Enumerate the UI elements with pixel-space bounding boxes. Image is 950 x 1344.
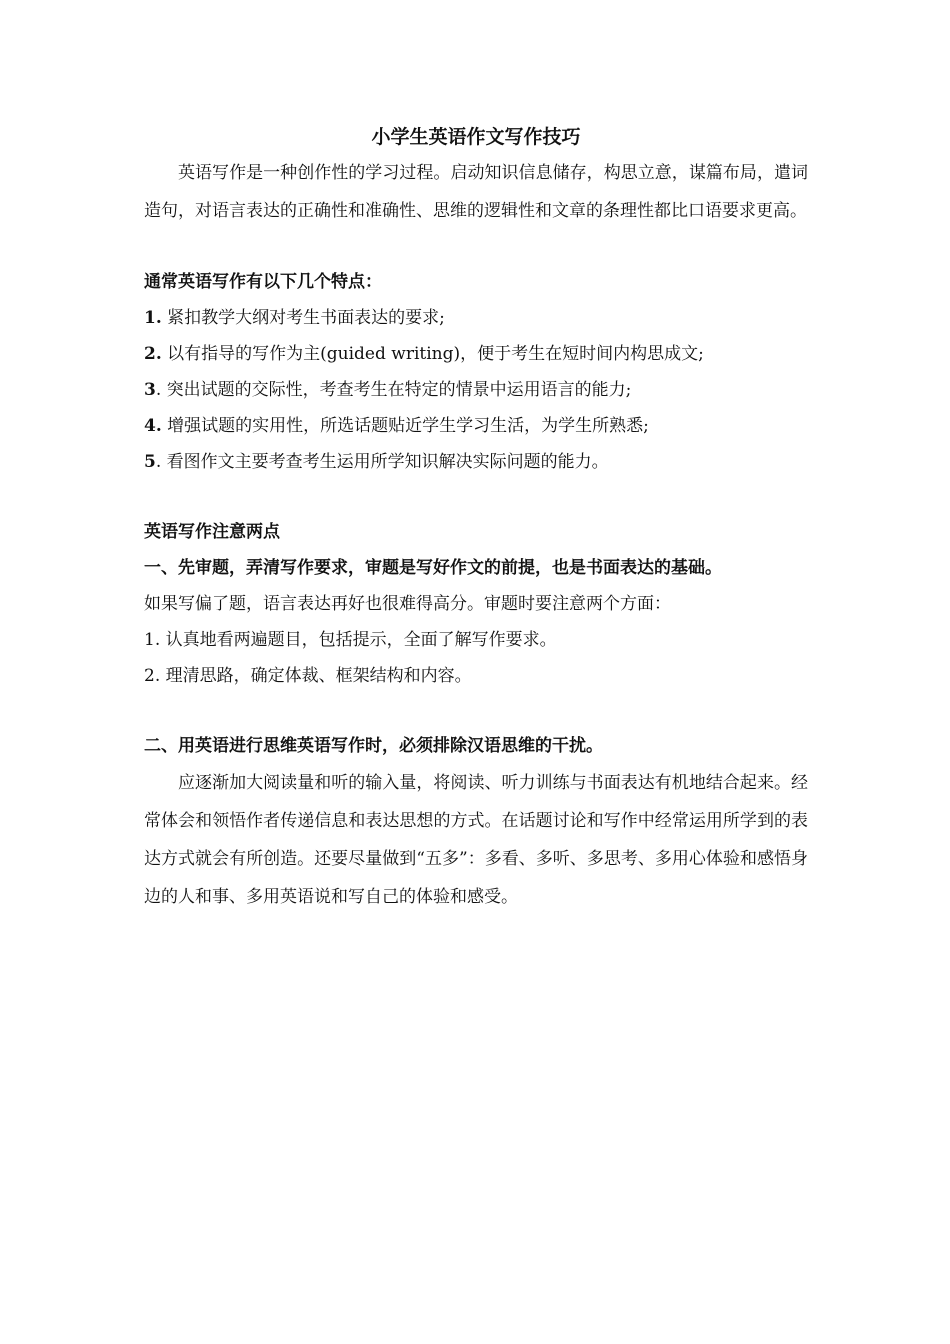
feature-text: 紧扣教学大纲对考生书面表达的要求;: [161, 308, 445, 328]
document-title: 小学生英语作文写作技巧: [371, 126, 581, 148]
document-page: [144, 120, 808, 916]
feature-number: 3: [144, 380, 156, 400]
feature-number: 5: [144, 452, 156, 472]
point-1-heading: 一、先审题，弄清写作要求，审题是写好作文的前提，也是书面表达的基础。: [144, 558, 722, 578]
feature-text: 以有指导的写作为主(guided writing)，便于考生在短时间内构思成文;: [161, 344, 704, 364]
feature-item-2: [144, 336, 808, 372]
point-1-item-2: 2. 理清思路，确定体裁、框架结构和内容。: [144, 666, 472, 686]
features-heading: 通常英语写作有以下几个特点：: [144, 272, 382, 292]
feature-item-5: [144, 444, 808, 480]
point-1-item-1: 1. 认真地看两遍题目，包括提示，全面了解写作要求。: [144, 630, 557, 650]
feature-text: . 看图作文主要考查考生运用所学知识解决实际问题的能力。: [155, 452, 609, 472]
intro-paragraph: 英语写作是一种创作性的学习过程。启动知识信息储存，构思立意，谋篇布局，遣词造句，对语言表达的正确性和准确性、思维的逻辑性和文章的条理性都比口语要求更高。: [144, 163, 808, 221]
spacer: [144, 230, 808, 264]
spacer: [144, 694, 808, 728]
spacer: [144, 480, 808, 514]
feature-text: 增强试题的实用性，所选话题贴近学生学习生活，为学生所熟悉;: [161, 416, 649, 436]
feature-number: 2.: [144, 344, 162, 364]
feature-text: . 突出试题的交际性，考查考生在特定的情景中运用语言的能力;: [155, 380, 632, 400]
notes-heading: 英语写作注意两点: [144, 522, 280, 542]
feature-number: 4.: [144, 416, 162, 436]
feature-item-4: [144, 408, 808, 444]
point-1-text: 如果写偏了题，语言表达再好也很难得高分。审题时要注意两个方面：: [144, 594, 671, 614]
feature-number: 1.: [144, 308, 162, 328]
feature-item-3: [144, 372, 808, 408]
feature-item-1: [144, 300, 808, 336]
point-2-text: 应逐渐加大阅读量和听的输入量，将阅读、听力训练与书面表达有机地结合起来。经常体会和领悟作者传递信息和表达思想的方式。在话题讨论和写作中经常运用所学到的表达方式就会有所创造。还要尽量做到“五多”：多看、多听、多思考、多用心体验和感悟身边的人和事、多用英语说和写自己的体验和感受。: [144, 773, 808, 907]
point-2-heading: 二、用英语进行思维英语写作时，必须排除汉语思维的干扰。: [144, 736, 603, 756]
